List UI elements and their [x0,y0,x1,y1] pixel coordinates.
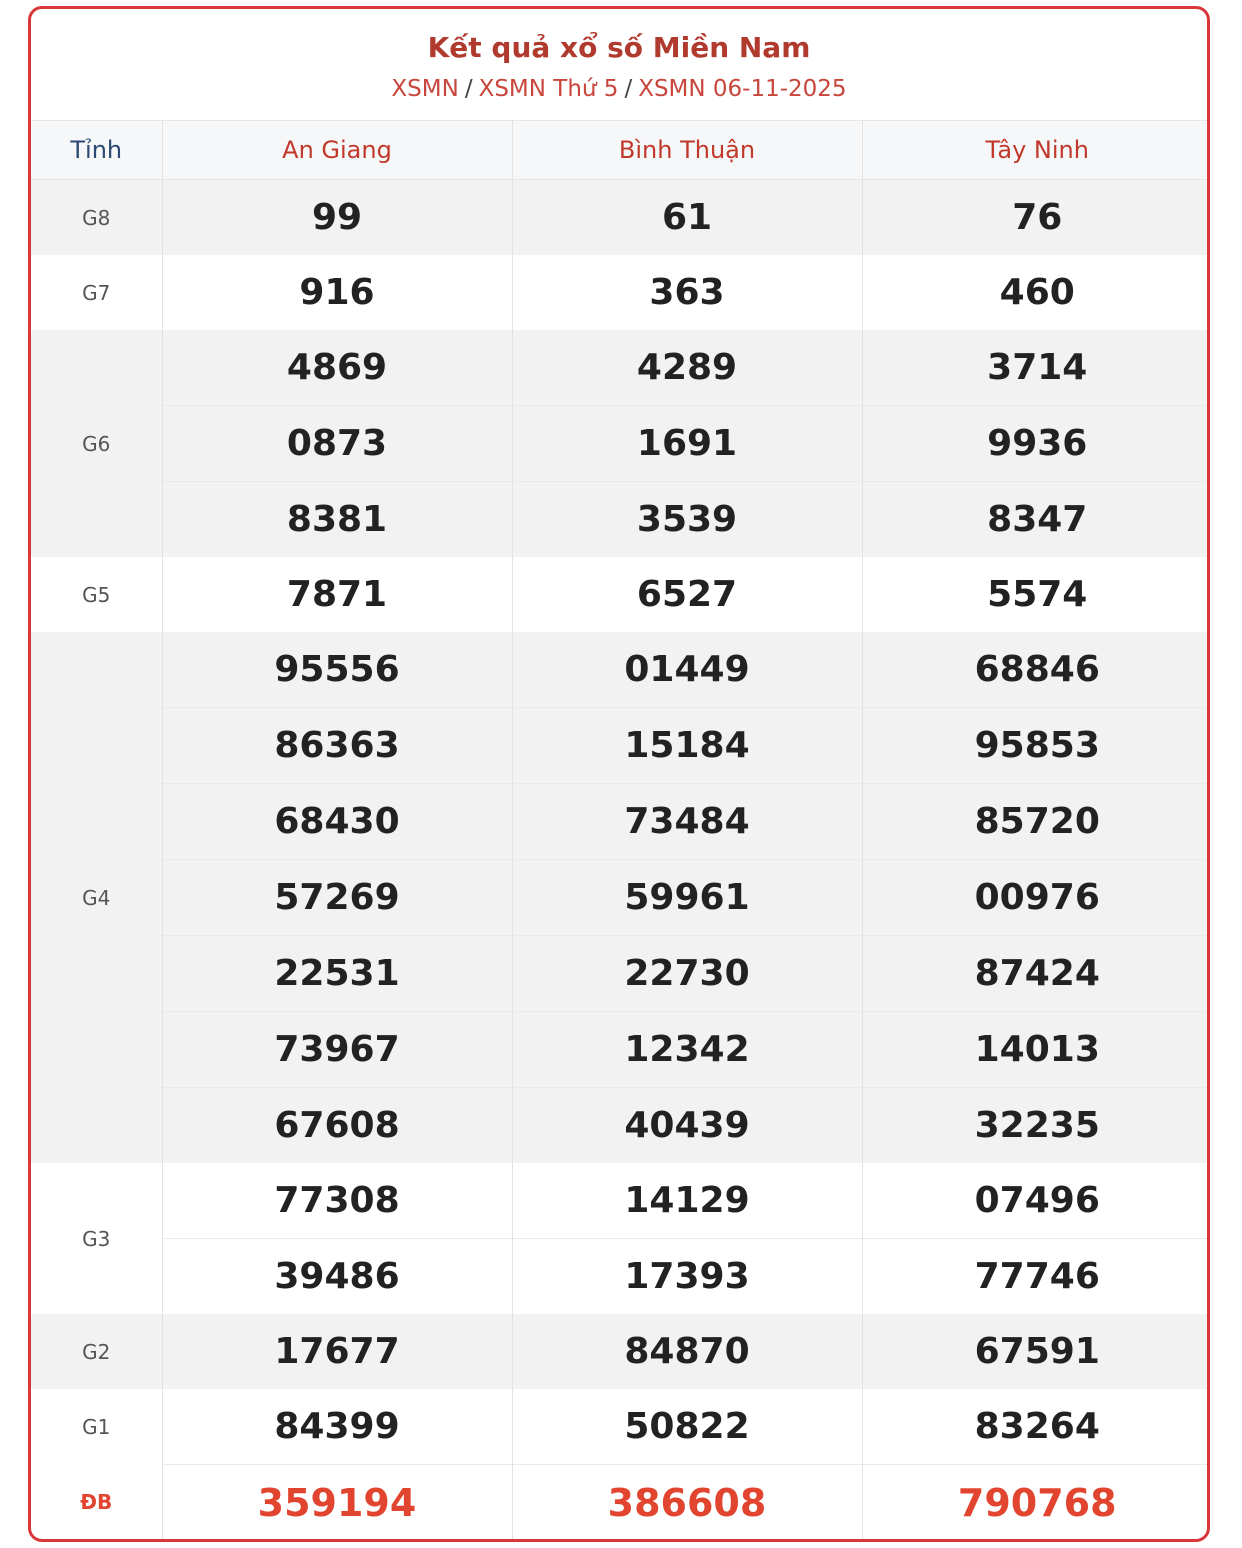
prize-label-g7: G7 [82,280,111,305]
prize-number: 15184 [512,708,862,784]
prize-number: 76 [862,180,1210,256]
prize-number: 86363 [162,708,512,784]
prize-row-g3 [31,1163,1210,1239]
prize-number: 87424 [862,936,1210,1012]
prize-number: 95853 [862,708,1210,784]
breadcrumb-separator: / [624,76,633,102]
prize-number: 8381 [162,482,512,558]
special-prize-number: 359194 [162,1465,512,1541]
prize-number: 61 [512,180,862,256]
breadcrumb-separator: / [464,76,473,102]
special-prize-number: 386608 [512,1465,862,1541]
prize-number: 99 [162,180,512,256]
prize-number: 9936 [862,406,1210,482]
prize-number: 17677 [162,1314,512,1389]
prize-number: 14129 [512,1163,862,1239]
prize-number: 32235 [862,1088,1210,1164]
province-header-tay-ninh[interactable]: Tây Ninh [862,121,1210,180]
province-column-header: Tỉnh [31,121,162,180]
province-header-binh-thuan[interactable]: Bình Thuận [512,121,862,180]
prize-row-g4 [31,708,1210,784]
prize-number: 50822 [512,1389,862,1465]
prize-row-g4 [31,936,1210,1012]
prize-number: 77746 [862,1239,1210,1315]
province-header-an-giang[interactable]: An Giang [162,121,512,180]
prize-number: 3714 [862,330,1210,406]
prize-label-g4: G4 [31,632,162,1163]
prize-row-g4 [31,1088,1210,1164]
prize-number: 363 [512,255,862,330]
prize-label-special: ĐB [80,1490,113,1515]
prize-number: 7871 [162,557,512,632]
prize-row-g6 [31,406,1210,482]
prize-number: 84870 [512,1314,862,1389]
results-header [31,9,1207,121]
prize-number: 40439 [512,1088,862,1164]
special-prize-number: 790768 [862,1465,1210,1541]
prize-number: 1691 [512,406,862,482]
results-card [28,6,1210,1542]
breadcrumb [31,74,1207,104]
prize-number: 59961 [512,860,862,936]
breadcrumb-link-xsmn[interactable]: XSMN [391,76,459,102]
prize-label-g1: G1 [82,1414,111,1439]
prize-row-g8 [31,180,1210,256]
page-title: Kết quả xổ số Miền Nam [427,31,811,64]
prize-number: 67591 [862,1314,1210,1389]
prize-label-g6: G6 [31,330,162,557]
prize-number: 916 [162,255,512,330]
prize-number: 22531 [162,936,512,1012]
prize-number: 57269 [162,860,512,936]
prize-number: 460 [862,255,1210,330]
prize-number: 8347 [862,482,1210,558]
breadcrumb-link-date[interactable]: XSMN 06-11-2025 [638,76,847,102]
prize-number: 68846 [862,632,1210,708]
prize-row-g4 [31,784,1210,860]
prize-number: 3539 [512,482,862,558]
prize-number: 22730 [512,936,862,1012]
prize-number: 73967 [162,1012,512,1088]
prize-row-g4 [31,1012,1210,1088]
prize-row-g7 [31,255,1210,330]
prize-row-g1 [31,1389,1210,1465]
prize-number: 77308 [162,1163,512,1239]
prize-row-special [31,1465,1210,1541]
prize-number: 4869 [162,330,512,406]
prize-label-g2: G2 [31,1314,162,1389]
prize-row-g3 [31,1239,1210,1315]
prize-number: 4289 [512,330,862,406]
prize-number: 5574 [862,557,1210,632]
breadcrumb-link-weekday[interactable]: XSMN Thứ 5 [478,76,619,102]
prize-row-g5 [31,557,1210,632]
prize-number: 95556 [162,632,512,708]
prize-row-g4 [31,860,1210,936]
results-table [31,121,1210,1540]
prize-number: 73484 [512,784,862,860]
prize-row-g4 [31,632,1210,708]
prize-label-g8: G8 [31,180,162,256]
prize-number: 6527 [512,557,862,632]
prize-row-g6 [31,330,1210,406]
prize-number: 12342 [512,1012,862,1088]
prize-number: 83264 [862,1389,1210,1465]
prize-number: 67608 [162,1088,512,1164]
prize-number: 00976 [862,860,1210,936]
prize-number: 01449 [512,632,862,708]
prize-label-g3: G3 [82,1226,111,1251]
prize-number: 39486 [162,1239,512,1315]
prize-row-g2 [31,1314,1210,1389]
prize-number: 14013 [862,1012,1210,1088]
table-header-row [31,121,1210,180]
prize-number: 17393 [512,1239,862,1315]
prize-number: 07496 [862,1163,1210,1239]
prize-label-g5: G5 [82,582,111,607]
prize-number: 85720 [862,784,1210,860]
prize-number: 0873 [162,406,512,482]
prize-number: 68430 [162,784,512,860]
prize-number: 84399 [162,1389,512,1465]
prize-row-g6 [31,482,1210,558]
